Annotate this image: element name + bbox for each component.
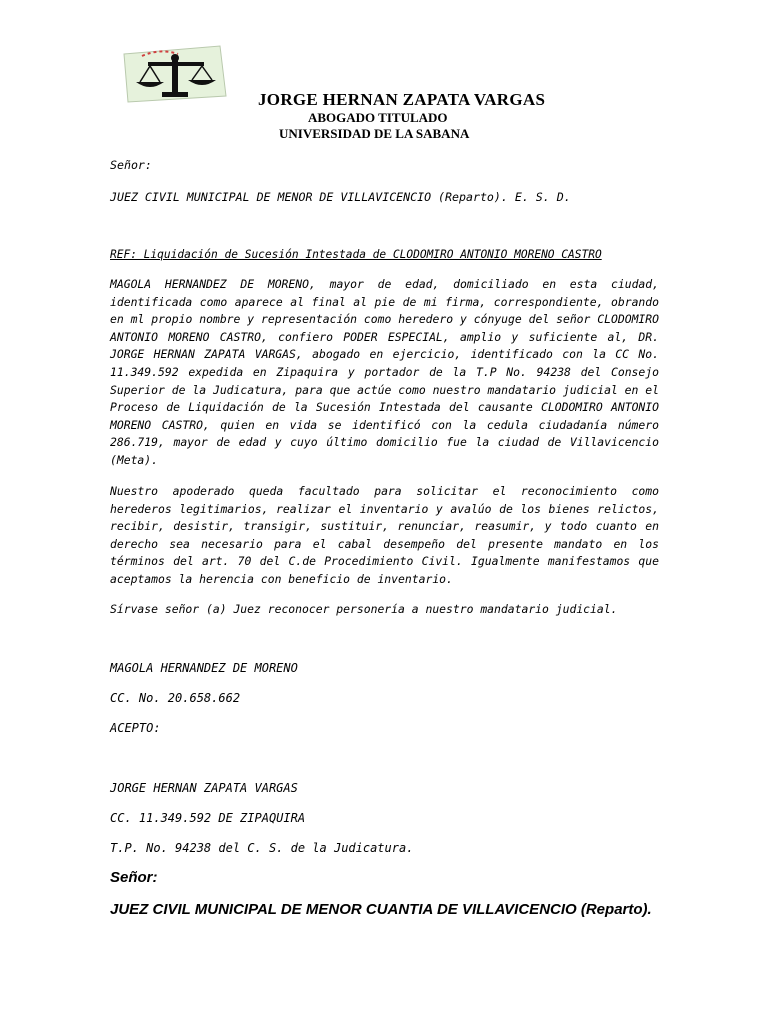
acceptance-label: ACEPTO: <box>110 721 161 735</box>
paragraph-request: Sírvase señor (a) Juez reconocer personería a nuestro mandatario judicial. <box>110 602 618 616</box>
paragraph-power-of-attorney: MAGOLA HERNANDEZ DE MORENO, mayor de edad, domiciliado en esta ciudad, identificada como aparece al final al pie de mi firma, correspondiente, obrando en ml propio nombre y representación como heredero y cónyuge del señor CLODOMIRO ANTONIO MORENO CASTRO, confiero PODER ESPECIAL, amplio y suficiente al, DR. JORGE HERNAN ZAPATA VARGAS, abogado en ejercicio, identificado con la CC No. 11.349.592 expedida en Zipaquira y portador de la T.P No. 94238 del Consejo Superior de la Judicatura, para que actúe como nuestro mandatario judicial en el Proceso de Liquidación de la Sucesión Intestada del causante CLODOMIRO ANTONIO MORENO CASTRO, quien en vida se identificó con la cedula ciudadanía número 286.719, mayor de edad y cuyo último domicilio fue la ciudad de Villavicencio (Meta). <box>110 277 659 467</box>
signer-name: MAGOLA HERNANDEZ DE MORENO <box>110 661 298 675</box>
scales-of-justice-icon <box>120 44 230 104</box>
signer-id: CC. No. 20.658.662 <box>110 691 241 705</box>
lawyer-professional-card: T.P. No. 94238 del C. S. de la Judicatura. <box>110 841 414 855</box>
lawyer-name: JORGE HERNAN ZAPATA VARGAS <box>110 781 298 795</box>
addressee-repeat: JUEZ CIVIL MUNICIPAL DE MENOR CUANTIA DE VILLAVICENCIO (Reparto). <box>110 901 652 918</box>
letterhead-name: JORGE HERNAN ZAPATA VARGAS <box>258 90 546 109</box>
letterhead-university: UNIVERSIDAD DE LA SABANA <box>279 126 470 141</box>
salutation: Señor: <box>110 158 152 172</box>
letterhead-title: ABOGADO TITULADO <box>308 110 448 125</box>
paragraph-faculties: Nuestro apoderado queda facultado para solicitar el reconocimiento como herederos legitimarios, realizar el inventario y avalúo de los bienes relictos, recibir, desistir, transigir, sustituir, renunciar, reasumir, y todo cuanto en derecho sea necesario para el cabal desempeño del presente mandato en los términos del art. 70 del C.de Procedimiento Civil. Igualmente manifestamos que aceptamos la herencia con beneficio de inventario. <box>110 484 659 586</box>
reference-line: REF: Liquidación de Sucesión Intestada de CLODOMIRO ANTONIO MORENO CASTRO <box>110 248 602 261</box>
addressee: JUEZ CIVIL MUNICIPAL DE MENOR DE VILLAVICENCIO (Reparto). E. S. D. <box>110 190 571 204</box>
lawyer-id: CC. 11.349.592 DE ZIPAQUIRA <box>110 811 306 825</box>
salutation-repeat: Señor: <box>110 869 158 886</box>
